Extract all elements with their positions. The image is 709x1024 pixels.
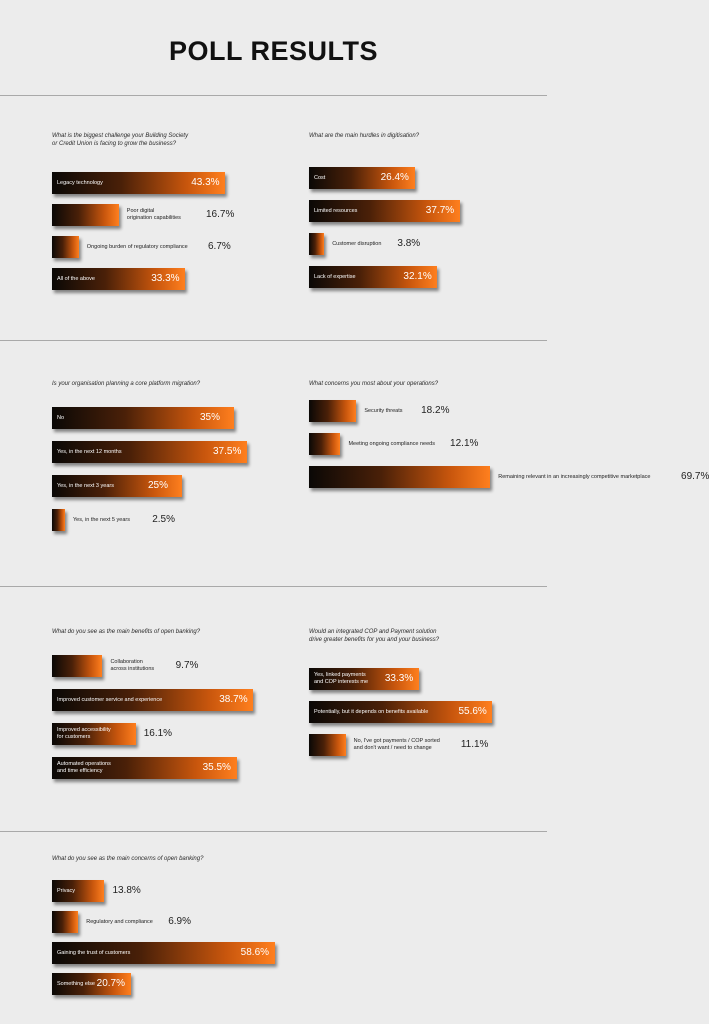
bar-value: 18.2%	[421, 405, 450, 416]
bar	[52, 509, 65, 531]
bar-label: Gaining the trust of customers	[57, 949, 131, 956]
bar-value: 13.8%	[112, 885, 141, 896]
chart-building-society-challenge	[52, 132, 267, 284]
bar-label: Yes, in the next 3 years	[57, 482, 114, 489]
bar-label: Yes, in the next 12 months	[57, 448, 122, 455]
bar-label: Ongoing burden of regulatory compliance	[86, 243, 188, 250]
bar-label: Poor digital origination capabilities	[126, 208, 181, 221]
bar-label: Security threats	[364, 407, 403, 414]
bar	[309, 734, 346, 756]
bar-label: Potentially, but it depends on benefits available	[314, 708, 429, 715]
bar-value: 16.7%	[206, 209, 235, 220]
bar-label: Collaboration across institutions	[110, 659, 155, 672]
bar-value: 33.3%	[151, 273, 180, 284]
bar-label: No, I've got payments / COP sorted and don't want / need to change	[353, 738, 440, 751]
chart-cop-payment-solution	[309, 628, 539, 751]
section-divider	[0, 831, 547, 832]
chart-question: What are the main hurdles in digitisation?	[309, 133, 420, 139]
chart-question: Is your organisation planning a core platform migration?	[52, 381, 201, 387]
bar-value: 43.3%	[191, 177, 220, 188]
bar-value: 26.4%	[380, 172, 409, 183]
bar-label: Privacy	[57, 887, 76, 894]
bar-value: 11.1%	[460, 739, 489, 750]
bar-value: 37.5%	[213, 446, 242, 457]
chart-core-platform-migration	[52, 380, 267, 525]
bar-value: 3.8%	[397, 238, 421, 249]
bar-label: Cost	[314, 174, 326, 181]
bar-value: 37.7%	[425, 205, 455, 216]
bar-label: Yes, in the next 5 years	[73, 516, 130, 523]
section-divider	[0, 95, 547, 96]
bar-value: 16.1%	[143, 728, 173, 739]
bar-label: Legacy technology	[57, 179, 103, 186]
bar-value: 2.5%	[152, 514, 175, 525]
bar-label: Customer disruption	[332, 240, 382, 247]
bar	[309, 400, 356, 422]
chart-question: What do you see as the main benefits of open banking?	[52, 629, 201, 635]
bar-value: 58.6%	[240, 947, 270, 958]
bar-label: Regulatory and compliance	[86, 918, 153, 925]
bar-value: 55.6%	[458, 706, 487, 717]
section-divider	[0, 586, 547, 587]
bar-label: Lack of expertise	[314, 273, 356, 280]
chart-question: Would an integrated COP and Payment solution drive greater benefits for you and your business?	[309, 629, 440, 643]
chart-question: What concerns you most about your operations?	[309, 381, 439, 387]
bar-value: 25%	[148, 480, 169, 491]
bar-label: Yes, linked payments and COP interests me	[314, 672, 369, 685]
bar	[309, 233, 324, 255]
bar-value: 6.9%	[168, 916, 192, 927]
chart-open-banking-benefits	[52, 628, 267, 774]
bar-label: Improved accessibility for customers	[57, 727, 111, 740]
bar-value: 12.1%	[450, 438, 479, 449]
bar-label: Something else	[57, 980, 95, 987]
page-title: POLL RESULTS	[168, 36, 378, 66]
chart-question: What do you see as the main concerns of open banking?	[52, 856, 204, 862]
bar-value: 38.7%	[219, 694, 248, 705]
bar-label: Limited resources	[314, 207, 358, 214]
bar	[309, 466, 490, 488]
bar-value: 33.3%	[384, 673, 414, 684]
bar-value: 20.7%	[96, 978, 126, 989]
bar	[52, 204, 119, 226]
bar-label: Remaining relevant in an increasingly competitive marketplace	[498, 473, 651, 480]
chart-operations-concerns	[309, 380, 709, 482]
bar-value: 35.5%	[202, 762, 231, 773]
bar-label: Automated operations and time efficiency	[57, 761, 111, 774]
bar-label: Improved customer service and experience	[57, 696, 163, 703]
chart-question: What is the biggest challenge your Building Society or Credit Union is facing to grow the business?	[52, 133, 189, 147]
bar-label: All of the above	[57, 275, 95, 282]
bar	[309, 433, 340, 455]
section-divider	[0, 340, 547, 341]
chart-open-banking-concerns	[52, 855, 282, 989]
bar-value: 35%	[200, 412, 221, 423]
chart-digitisation-hurdles	[309, 132, 524, 282]
bar-label: No	[57, 414, 65, 421]
bar-value: 69.7%	[681, 471, 709, 482]
bar-label: Meeting ongoing compliance needs	[348, 440, 435, 447]
bar-value: 6.7%	[208, 241, 231, 252]
bar-value: 32.1%	[403, 271, 432, 282]
bar	[52, 236, 79, 258]
bar-value: 9.7%	[175, 660, 199, 671]
bar	[52, 911, 78, 933]
bar	[52, 655, 102, 677]
